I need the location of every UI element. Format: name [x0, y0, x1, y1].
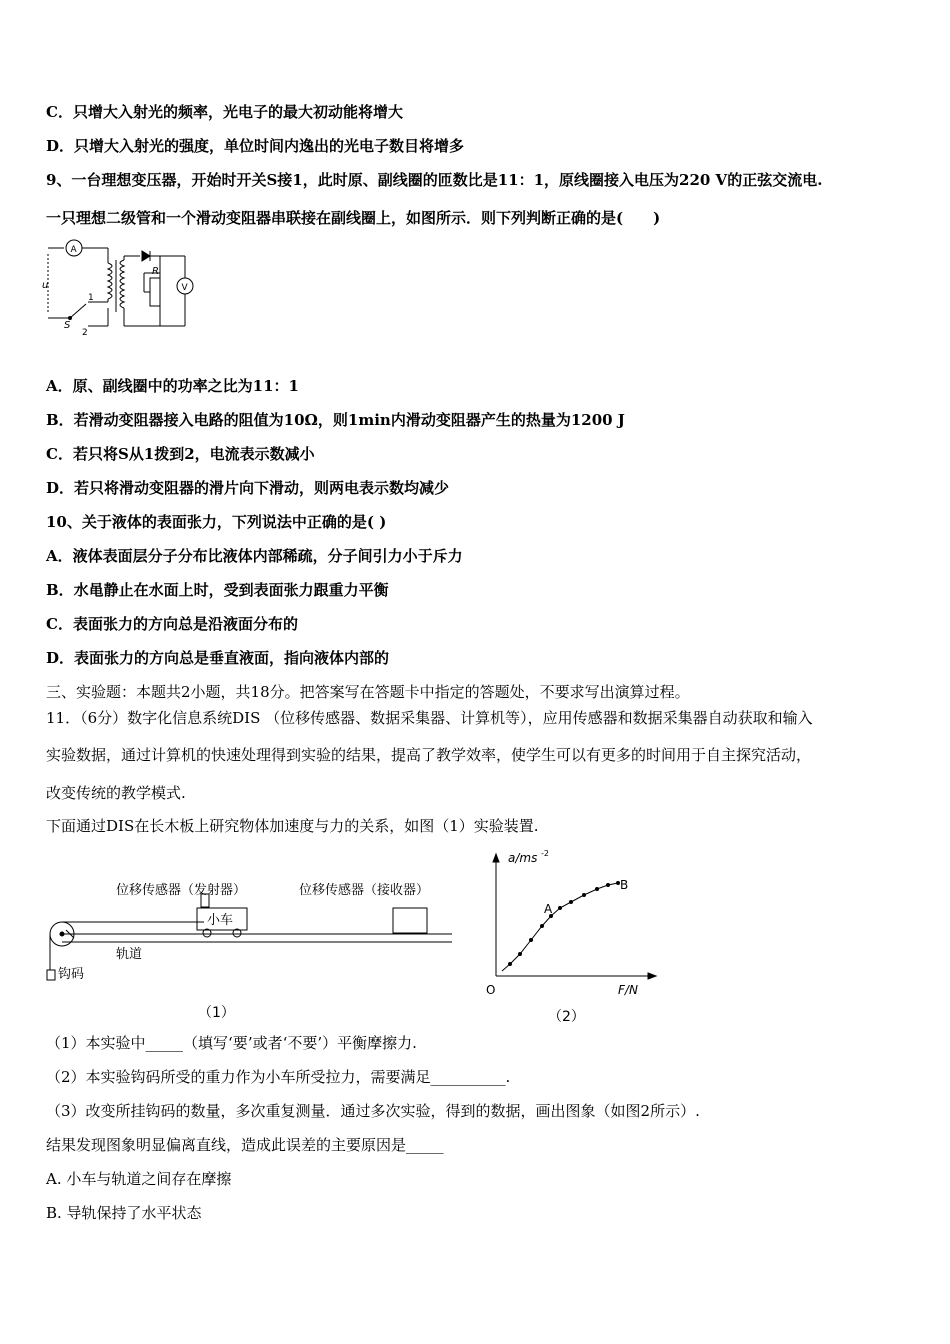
- weight-label: 钩码: [58, 967, 85, 982]
- a-f-graph: [480, 846, 660, 1000]
- q10-option-a: A．液体表面层分子分布比液体内部稀疏，分子间引力小于斥力: [46, 547, 463, 565]
- q11-sub-2: （2）本实验钩码所受的重力作为小车所受拉力，需要满足__________.: [46, 1068, 511, 1086]
- data-point: [540, 924, 544, 928]
- data-point: [595, 887, 599, 891]
- x-axis-arrow: [648, 973, 656, 979]
- data-point: [582, 893, 586, 897]
- sender-label: 位移传感器（发射器）: [116, 883, 247, 898]
- q11-option-b: B. 导轨保持了水平状态: [46, 1204, 202, 1222]
- q8-option-c: C．只增大入射光的频率，光电子的最大初动能将增大: [46, 103, 403, 121]
- q11-line-4: 下面通过DIS在长木板上研究物体加速度与力的关系，如图（1）实验装置.: [46, 817, 539, 835]
- data-curve: [502, 883, 618, 971]
- q9-option-a: A．原、副线圈中的功率之比为11：1: [46, 377, 299, 395]
- q11-line-2: 实验数据，通过计算机的快速处理得到实验的结果，提高了教学效率，使学生可以有更多的时间用于自主探究活动，: [46, 746, 812, 764]
- q9-option-d: D．若只将滑动变阻器的滑片向下滑动，则两电表示数均减少: [46, 479, 450, 497]
- point-b-label: B: [620, 878, 629, 892]
- y-axis-arrow: [493, 854, 499, 862]
- figure-1-caption: （1）: [198, 1005, 235, 1021]
- q11-option-a: A. 小车与轨道之间存在摩擦: [46, 1170, 232, 1188]
- q11-sub-3: （3）改变所挂钩码的数量，多次重复测量．通过多次实验，得到的数据，画出图象（如图2所示）.: [46, 1102, 700, 1120]
- cart-label: 小车: [207, 913, 234, 928]
- q11-line-3: 改变传统的教学模式.: [46, 784, 186, 802]
- data-point: [529, 938, 533, 942]
- section-3-heading: 三、实验题：本题共2小题，共18分。把答案写在答题卡中指定的答题处，不要求写出演算过程。: [46, 683, 690, 701]
- track-label: 轨道: [116, 947, 143, 962]
- data-point: [558, 906, 562, 910]
- voltmeter-label: V: [181, 283, 188, 293]
- y-axis-label: a/ms: [508, 851, 538, 865]
- q9-option-c: C．若只将S从1拨到2，电流表示数减小: [46, 445, 315, 463]
- switch-label: S: [64, 320, 71, 331]
- q11-sub-1: （1）本实验中_____（填写‘要’或者‘不要’）平衡摩擦力.: [46, 1034, 417, 1052]
- data-point: [508, 962, 512, 966]
- q9-stem-line-2: 一只理想二级管和一个滑动变阻器串联接在副线圈上，如图所示．则下列判断正确的是( ): [46, 209, 661, 227]
- q10-option-d: D．表面张力的方向总是垂直液面，指向液体内部的: [46, 649, 390, 667]
- receiver-label: 位移传感器（接收器）: [299, 883, 430, 898]
- voltage-label: u: [42, 280, 49, 291]
- switch-pos-2-label: 2: [82, 328, 88, 338]
- switch-pos-1-label: 1: [88, 293, 94, 303]
- ammeter-label: A: [70, 245, 77, 255]
- transformer-circuit-diagram: [40, 238, 200, 338]
- figure-2-caption: （2）: [548, 1009, 585, 1025]
- q9-option-b: B．若滑动变阻器接入电路的阻值为10Ω，则1min内滑动变阻器产生的热量为1200 J: [46, 411, 625, 429]
- data-point: [606, 883, 610, 887]
- q11-line-1: 11．（6分）数字化信息系统DIS （位移传感器、数据采集器、计算机等），应用传感器和数据采集器自动获取和输入: [46, 709, 813, 727]
- x-axis-label: F/N: [618, 983, 638, 997]
- q10-option-b: B．水黾静止在水面上时，受到表面张力跟重力平衡: [46, 581, 389, 599]
- q9-stem-line-1: 9、一台理想变压器，开始时开关S接1，此时原、副线圈的匝数比是11：1，原线圈接入电压为220 V的正弦交流电.: [46, 171, 823, 189]
- origin-label: O: [486, 983, 496, 997]
- data-point: [518, 952, 522, 956]
- point-a-label: A: [544, 902, 553, 916]
- q8-option-d: D．只增大入射光的强度，单位时间内逸出的光电子数目将增多: [46, 137, 465, 155]
- y-axis-label-exponent: -2: [541, 849, 549, 858]
- q10-option-c: C．表面张力的方向总是沿液面分布的: [46, 615, 298, 633]
- q11-sub-3b: 结果发现图象明显偏离直线，造成此误差的主要原因是_____: [46, 1136, 444, 1154]
- q10-stem: 10、关于液体的表面张力，下列说法中正确的是( ): [46, 513, 387, 531]
- data-point: [569, 900, 573, 904]
- dis-apparatus-diagram: [44, 872, 456, 992]
- resistor-label: R: [152, 266, 159, 277]
